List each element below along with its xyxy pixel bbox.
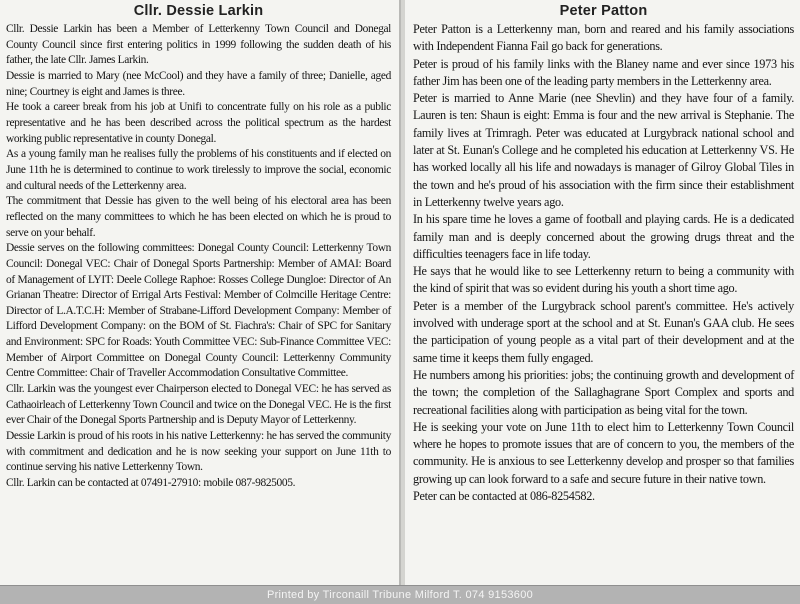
larkin-paragraph: Dessie Larkin is proud of his roots in his native Letterkenny: he has served the community with commitment and dedication and he is now seeking your support on June 11th to continue serving his native Letterkenny Town. [6,430,391,474]
patton-paragraph: Peter is proud of his family links with the Blaney name and ever since 1973 his father Jim has been one of the leading party members in the Letterkenny area. [413,56,794,88]
patton-paragraph: He says that he would like to see Letterkenny return to being a community with the kind of spirit that was so evident during his youth a short time ago. [413,264,794,296]
patton-paragraph: Peter Patton is a Letterkenny man, born and reared and his family associations with Independent Fianna Fail go back for generations. [413,22,794,54]
printer-footer: Printed by Tirconaill Tribune Milford T. 074 9153600 [0,585,800,604]
patton-paragraph: Peter is a member of the Lurgybrack school parent's committee. He's actively involved with underage sport at the school and at St. Eunan's GAA club. He sees the participation of young people as a vital part of their development and at the same time it keeps them fully engaged. [413,298,794,365]
patton-paragraph: In his spare time he loves a game of football and playing cards. He is a dedicated family man and is deeply concerned about the growing drugs threat and the difficulties teenagers face in life today. [413,212,794,261]
larkin-headline: Cllr. Dessie Larkin [133,3,264,19]
larkin-paragraph: As a young family man he realises fully the problems of his constituents and if elected on June 11th he is determined to continue to work tirelessly to improve the social, economic and cultural needs of the Letterkenny area. [6,148,391,192]
larkin-paragraph: Cllr. Larkin was the youngest ever Chairperson elected to Donegal VEC: he has served as Cathaoirleach of Letterkenny Town Council and twice on the Donegal VEC. He is the first ever Chair of the Donegal Sports Partnership and is Deputy Mayor of Letterkenny. [6,383,391,427]
patton-paragraph: He is seeking your vote on June 11th to elect him to Letterkenny Town Council where he hopes to promote issues that are of concern to you, the members of the community. He is anxious to see Letterkenny develop and prosper so that families growing up can look forward to a safe and secure future in their native town. [413,419,794,486]
patton-paragraph: He numbers among his priorities: jobs; the continuing growth and development of the town; the completion of the Sallaghagrane Sport Complex and sports and recreational facilities along with participation as being vital for the town. [413,367,794,417]
larkin-paragraph: He took a career break from his job at Unifi to concentrate fully on his role as a public representative and he has been described across the political spectrum as the hardest working public representative in county Donegal. [6,101,391,145]
larkin-paragraph: Cllr. Dessie Larkin has been a Member of Letterkenny Town Council and Donegal County Council since first entering politics in 1999 following the sudden death of his father, the late Cllr. James Larkin. [6,23,391,67]
larkin-paragraph: Dessie is married to Mary (nee McCool) and they have a family of three; Danielle, aged nine; Courtney is eight and James is three. [6,69,391,98]
patton-column [405,0,800,587]
patton-headline: Peter Patton [559,3,648,19]
larkin-paragraph: Dessie serves on the following committees: Donegal County Council: Letterkenny Town Council: Donegal VEC: Chair of Donegal Sports Partnership: Member of AMAI: Board of Management of LYIT: Deele College Raphoe: Rosses College Dungloe: Director of An Grianan Theatre: Director of Errigal Arts Festival: Member of Colmcille Heritage Centre: Director of L.A.T.C.H: Member of Strabane-Lifford Development Company: Member of Lifford Development Company: on the BOM of St. Fiachra's: Chair of SPC for Sanitary and Environment: SPC for Roads: Youth Committee VEC: Sub-Finance Committee VEC: Member of Airport Committee on Donegal County Council: Letterkenny Community Centre Committee: Chair of Traveller Accommodation Consultative Committee. [6,242,391,380]
patton-contact: Peter can be contacted at 086-8254582. [413,489,595,504]
patton-paragraph: Peter is married to Anne Marie (nee Shevlin) and they have four of a family. Lauren is ten: Shaun is eight: Emma is four and the new arrival is Stephanie. The family lives at Trimragh. Peter was educated at Lurgybrack national school and later at St. Eunan's College and he completed his education at Letterkenny VS. He has worked locally all his life and nowadays is manager of Gilroy Global Tiles in the town and he's proud of his association with the firm since their establishment in Letterkenny twelve years ago. [413,91,794,209]
larkin-paragraph: The commitment that Dessie has given to the well being of his electoral area has been reflected on the many committees to which he has been elected on which he is proud to serve on your behalf. [6,195,391,239]
larkin-contact: Cllr. Larkin can be contacted at 07491-27910: mobile 087-9825005. [6,477,296,490]
larkin-column [0,0,401,587]
